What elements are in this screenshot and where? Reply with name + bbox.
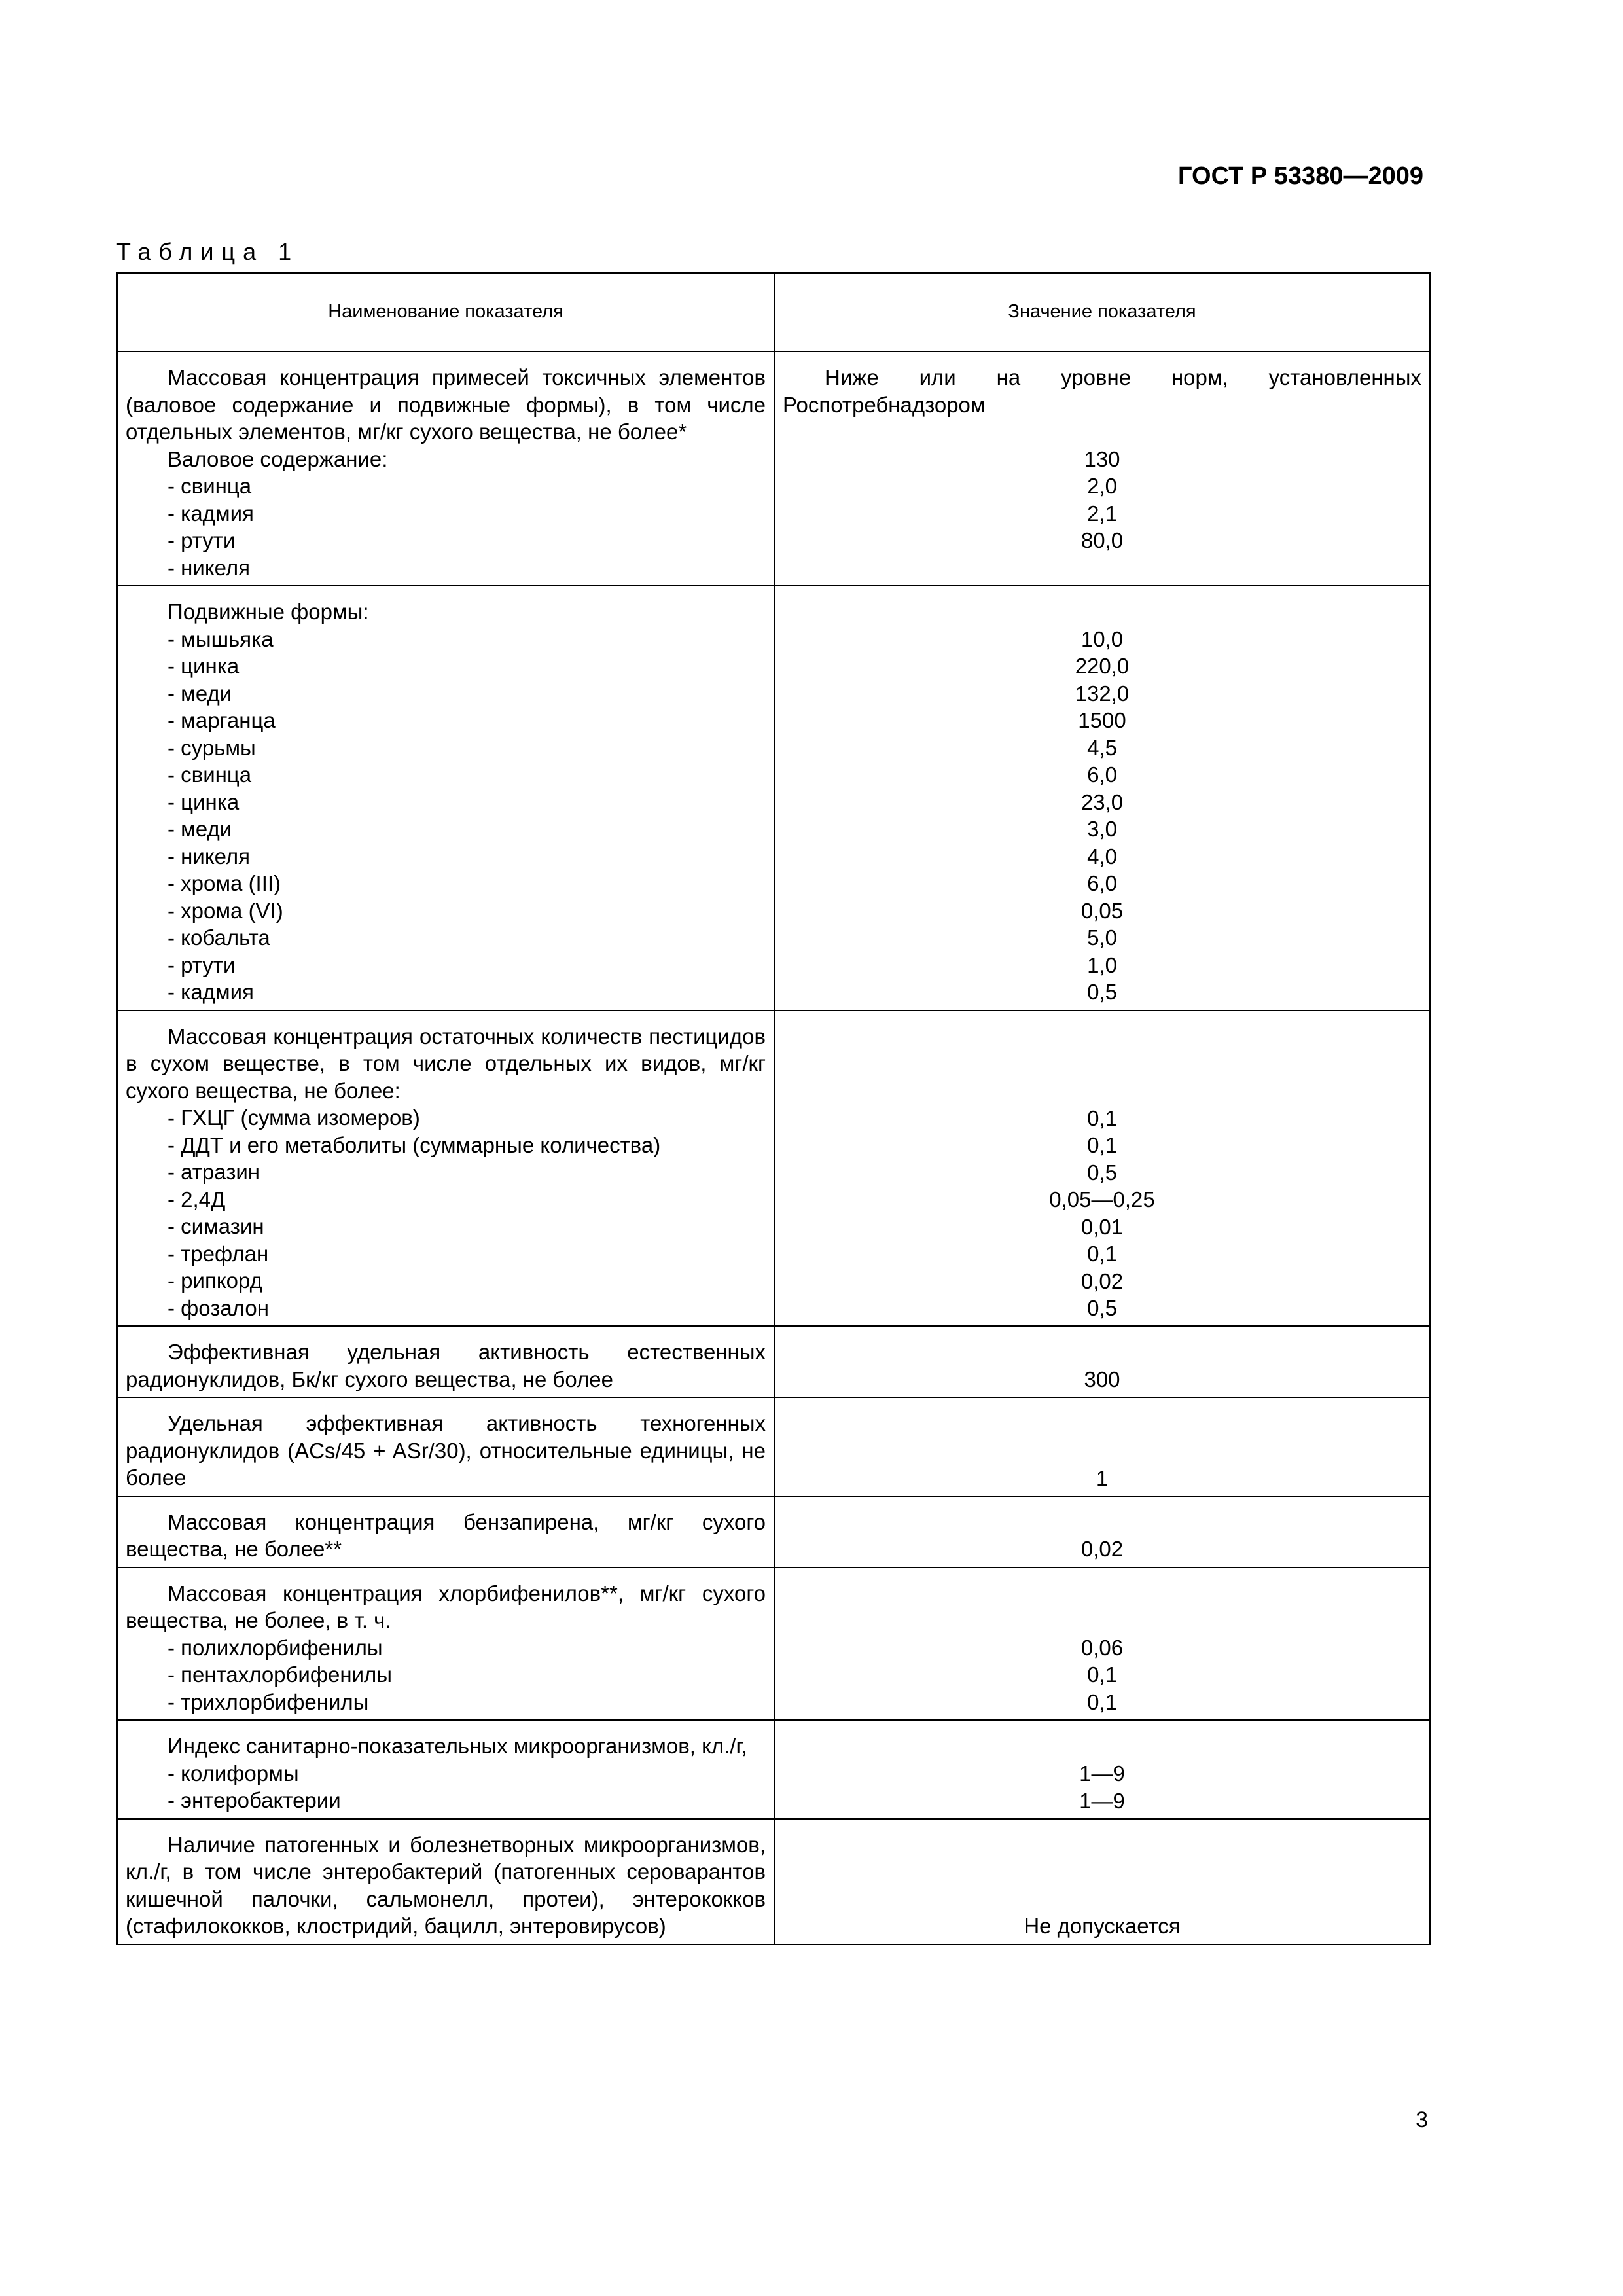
indicator-heading: Массовая концентрация хлорбифенилов**, мг/кг сухого вещества, не более, в т. ч.: [126, 1581, 766, 1632]
indicator-value: 0,5: [1087, 1296, 1117, 1320]
indicator-item: - ДДТ и его метаболиты (суммарные количества): [168, 1132, 661, 1157]
indicator-heading: Массовая концентрация примесей токсичных элементов (валовое содержание и подвижные формы), в том числе отдельных элементов, мг/кг сухого вещества, не более*: [126, 365, 766, 444]
value-cell: [774, 1496, 1430, 1568]
indicator-item: - кадмия: [168, 501, 254, 526]
spacer: [126, 1006, 766, 1010]
spacer: [783, 1338, 1421, 1366]
indicator-item: - атразин: [168, 1160, 260, 1184]
spacer: [126, 1563, 766, 1567]
indicator-value: 6,0: [1087, 762, 1117, 787]
value-cell: [774, 1326, 1430, 1397]
table-row: [117, 1011, 1430, 1327]
indicator-value: 0,1: [1087, 1242, 1117, 1266]
indicator-item: - мышьяка: [168, 626, 274, 651]
indicator-value: 0,01: [1080, 1214, 1124, 1239]
indicator-item: - колиформы: [168, 1761, 299, 1785]
value-note: Ниже или на уровне норм, установленных Роспотребнадзором: [783, 365, 1421, 417]
indicator-item: - ртути: [168, 952, 236, 977]
table-row: [117, 1568, 1430, 1721]
spacer: [126, 1940, 766, 1944]
indicator-cell: [117, 1568, 774, 1721]
indicator-value: 23,0: [1080, 789, 1124, 814]
page-number: 3: [1416, 2108, 1428, 2132]
indicator-value: 220,0: [1075, 654, 1130, 678]
indicator-value: 0,1: [1087, 1105, 1117, 1130]
indicator-value: 6,0: [1087, 871, 1117, 895]
table-row: [117, 586, 1430, 1011]
indicator-heading: Массовая концентрация бензапирена, мг/кг сухого вещества, не более**: [126, 1509, 766, 1561]
indicator-item: - трихлорбифенилы: [168, 1689, 369, 1714]
indicator-item: - ртути: [168, 528, 236, 552]
column-header-value: Значение показателя: [774, 273, 1430, 351]
indicator-value: 1—9: [1079, 1788, 1125, 1813]
indicator-value: 4,0: [1087, 844, 1117, 869]
table-row: [117, 351, 1430, 586]
indicator-value: 1500: [1078, 708, 1126, 732]
indicator-value: Не допускается: [1024, 1914, 1181, 1938]
indicator-value: 0,5: [1087, 980, 1117, 1004]
indicator-cell: [117, 1720, 774, 1819]
value-cell: [774, 1720, 1430, 1819]
spacer: [783, 1023, 1421, 1105]
indicator-item: - меди: [168, 817, 232, 841]
spacer: [783, 1410, 1421, 1465]
value-cell: [774, 1397, 1430, 1496]
value-cell: [774, 586, 1430, 1011]
indicator-cell: [117, 1819, 774, 1945]
indicator-value: 300: [1084, 1367, 1120, 1391]
indicator-item: - цинка: [168, 654, 240, 678]
indicator-value: 2,0: [1087, 474, 1117, 498]
indicator-heading: Удельная эффективная активность техногенных радионуклидов (ACs/45 + ASr/30), относительные единицы, не более: [126, 1411, 766, 1490]
indicator-subheading: Валовое содержание:: [168, 446, 388, 471]
table-row: [117, 1819, 1430, 1945]
indicator-cell: [117, 1326, 774, 1397]
indicator-item: - трефлан: [168, 1241, 269, 1266]
indicator-value: 0,02: [1080, 1268, 1124, 1293]
indicator-value: 1,0: [1087, 952, 1117, 977]
spacer: [126, 1492, 766, 1496]
indicator-value: 0,1: [1087, 1689, 1117, 1714]
indicator-item: - цинка: [168, 789, 240, 814]
spacer: [126, 1321, 766, 1325]
indicator-item: - фозалон: [168, 1295, 269, 1320]
indicator-item: - рипкорд: [168, 1268, 262, 1293]
indicator-value: 4,5: [1087, 735, 1117, 760]
value-cell: [774, 1011, 1430, 1327]
indicator-item: - меди: [168, 681, 232, 706]
spacer: [783, 1580, 1421, 1634]
indicator-item: - кадмия: [168, 980, 254, 1004]
table-row: [117, 1326, 1430, 1397]
indicator-item: - свинца: [168, 762, 252, 787]
indicator-cell: [117, 351, 774, 586]
spacer: [783, 1509, 1421, 1536]
table-header-row: [117, 273, 1430, 351]
indicator-value: 0,02: [1080, 1537, 1124, 1561]
indicator-value: 2,1: [1087, 501, 1117, 526]
table-caption: Таблица 1: [116, 238, 300, 265]
indicator-value: 0,06: [1080, 1635, 1124, 1660]
indicator-subheading: Подвижные формы:: [168, 600, 369, 624]
table-row: [117, 1496, 1430, 1568]
indicator-value: 10,0: [1080, 626, 1124, 651]
column-header-indicator: Наименование показателя: [117, 273, 774, 351]
indicator-cell: [117, 1011, 774, 1327]
indicator-item: - полихлорбифенилы: [168, 1635, 383, 1660]
value-cell: [774, 1568, 1430, 1721]
spacer: [126, 581, 766, 585]
indicator-item: - свинца: [168, 474, 252, 498]
spacer: [126, 1814, 766, 1818]
spacer: [783, 1831, 1421, 1913]
spacer: [783, 1732, 1421, 1760]
indicator-value: 3,0: [1087, 817, 1117, 841]
indicator-item: - энтеробактерии: [168, 1788, 341, 1812]
indicator-value: 130: [1084, 446, 1120, 471]
spacer: [783, 418, 1421, 446]
indicator-value: 0,1: [1087, 1662, 1117, 1687]
indicator-value: 0,05: [1080, 898, 1124, 923]
value-cell: [774, 1819, 1430, 1945]
indicator-item: - кобальта: [168, 925, 270, 950]
indicators-table: [116, 272, 1431, 1945]
spacer: [126, 1715, 766, 1719]
indicator-value: 0,5: [1087, 1160, 1117, 1185]
indicator-heading: Индекс санитарно-показательных микроорганизмов, кл./г,: [168, 1734, 747, 1758]
indicator-cell: [117, 1397, 774, 1496]
indicator-item: - марганца: [168, 708, 276, 732]
spacer: [126, 1393, 766, 1397]
indicator-heading: Наличие патогенных и болезнетворных микроорганизмов, кл./г, в том числе энтеробактерий (патогенных сероварантов кишечной палочки, сальмонелл, протеи), энтерококков (стафилококков, клостридий, бацилл, энтеровирусов): [126, 1832, 766, 1938]
indicator-item: - 2,4Д: [168, 1187, 226, 1211]
indicator-value: 1: [1096, 1465, 1109, 1490]
indicator-value: 1—9: [1079, 1761, 1125, 1785]
indicator-item: - никеля: [168, 555, 251, 580]
indicator-value: 5,0: [1087, 925, 1117, 950]
standard-designation: ГОСТ Р 53380—2009: [1178, 162, 1423, 190]
indicator-item: - хрома (VI): [168, 898, 283, 923]
indicator-item: - ГХЦГ (сумма изомеров): [168, 1105, 420, 1130]
indicator-value: 0,1: [1087, 1133, 1117, 1157]
value-cell: [774, 351, 1430, 586]
indicator-heading: Эффективная удельная активность естественных радионуклидов, Бк/кг сухого вещества, не более: [126, 1340, 766, 1391]
indicator-item: - хрома (III): [168, 871, 281, 895]
indicator-cell: [117, 586, 774, 1011]
indicator-value: 80,0: [1080, 528, 1124, 552]
table-row: [117, 1397, 1430, 1496]
indicator-item: - никеля: [168, 844, 251, 869]
spacer: [783, 598, 1421, 626]
indicator-item: - пентахлорбифенилы: [168, 1662, 393, 1687]
indicator-cell: [117, 1496, 774, 1568]
indicator-heading: Массовая концентрация остаточных количеств пестицидов в сухом веществе, в том числе отдельных их видов, мг/кг сухого вещества, не более:: [126, 1024, 766, 1103]
indicator-value: 0,05—0,25: [1049, 1187, 1155, 1211]
table-row: [117, 1720, 1430, 1819]
indicator-item: - симазин: [168, 1214, 264, 1238]
indicator-value: 132,0: [1075, 681, 1130, 706]
indicator-item: - сурьмы: [168, 735, 256, 760]
